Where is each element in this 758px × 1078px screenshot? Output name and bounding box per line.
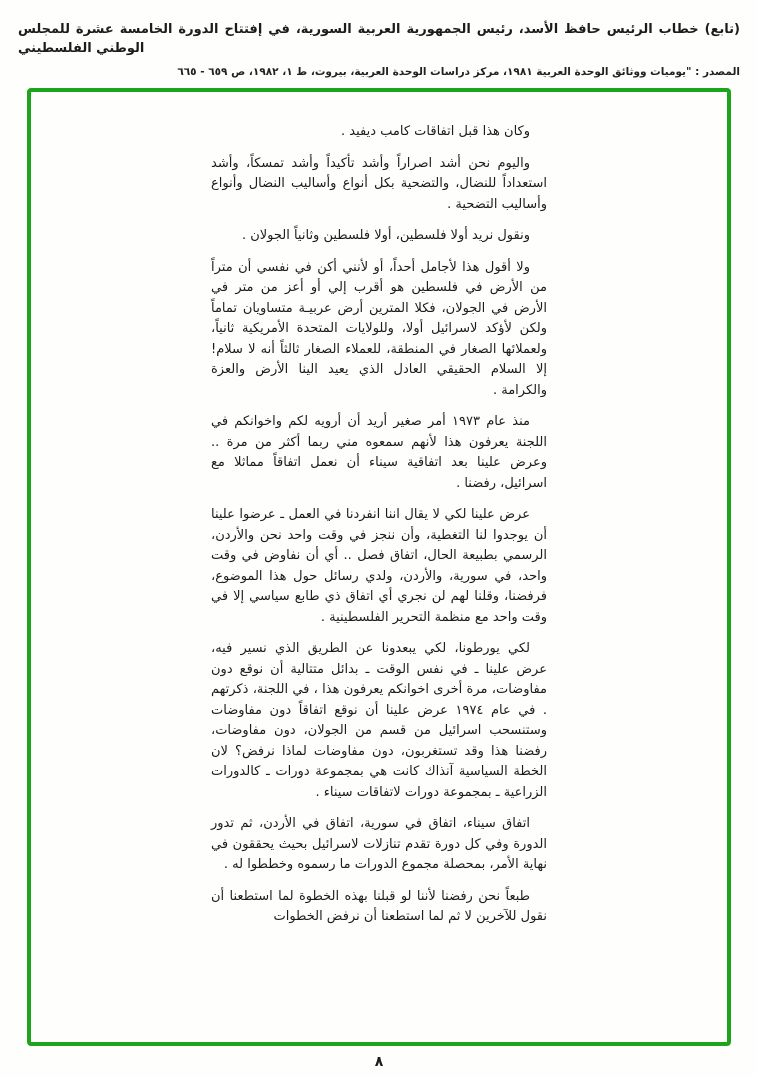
paragraph: وكان هذا قبل اتفاقات كامب ديفيد . [341, 124, 530, 139]
paragraph: طبعاً نحن رفضنا لأننا لو قبلنا بهذه الخطوة لما استطعنا أن نقول للآخرين لا ثم لما استطعنا أن نرفض الخطوات [211, 888, 547, 924]
page-number: ٨ [374, 1054, 384, 1070]
paragraph: منذ عام ١٩٧٣ أمر صغير أريد أن أرويه لكم واخوانكم في اللجنة يعرفون هذا لأنهم سمعوه مني ربما أكثر من مرة .. وعرض علينا بعد اتفاقية سيناء أن نعمل اتفاقاً مماثلا مع اسرائيل، رفضنا . [211, 414, 547, 491]
paragraph: ولا أقول هذا لأجامل أحداً، أو لأنني أكن في نفسي أن متراً من الأرض في فلسطين هو أقرب إلي أو أعز من متر في الأرض في الجولان، فكلا المترين أرض عربيـة متساويان تماماً ولكن لأؤكد لاسرائيل أولا، وللولايات المتحدة الأمريكية ثانياً، ولعملائها الصغار في المنطقة، للعملاء الصغار ثالثاً أنه لا سلام! إلا السلام الحقيقي العادل الذي يعيد الينا الأرض والعزة والكرامة . [211, 259, 547, 398]
paragraph: لكي يورطونا، لكي يبعدونا عن الطريق الذي نسير فيه، عرض علينا ـ في نفس الوقت ـ بدائل متتالية أن نوقع دون مفاوضات، مرة أخرى اخوانكم يعرفون هذا ، في اللجنة، ذكرتهم . في عام ١٩٧٤ عرض علينا أن نوقع اتفاقاً دون مفاوضات وستنسحب اسرائيل من قسم من الجولان، دون مفاوضات، رفضنا هذا وقد تستغربون، دون مفاوضات لماذا نرفض؟ لان الخطة السياسية آنذاك كانت هي بمجموعة دورات ـ كالدورات الزراعية ـ بمجموعة دورات لاتفاقات سيناء . [211, 641, 547, 800]
paragraph: واليوم نحن أشد اصراراً وأشد تأكيداً وأشد تمسكاً، وأشد استعداداً للنضال، والتضحية بكل أنواع وأساليب النضال وأنواع وأساليب التضحية . [211, 155, 547, 212]
content-frame [27, 88, 731, 1046]
body-text [211, 122, 547, 928]
document-header [0, 0, 758, 79]
paragraph: اتفاق سيناء، اتفاق في سورية، اتفاق في الأردن، ثم تدور الدورة وفي كل دورة تقدم تنازلات لاسرائيل بحيث يحققون في نهاية الأمر، بمحصلة مجموع الدورات ما رسموه وخططوا له . [211, 816, 547, 872]
document-title: (تابع) خطاب الرئيس حافظ الأسد، رئيس الجمهورية العربية السورية، في إفتتاح الدورة الخامسة عشرة للمجلس الوطني الفلسطيني [18, 22, 740, 56]
source-line: المصدر : "يوميات ووثائق الوحدة العربية ١٩٨١، مركز دراسات الوحدة العربية، بيروت، ط ١، ١٩٨٢، ص ٦٥٩ - ٦٦٥ [177, 66, 740, 78]
paragraph: ونقول نريد أولا فلسطين، أولا فلسطين وثانياً الجولان . [241, 228, 530, 243]
paragraph: عرض علينا لكي لا يقال اننا انفردنا في العمل ـ عرضوا علينا أن يوجدوا لنا التغطية، وأن ننجز في وقت واحد نحن والأردن، الرسمي بطبيعة الحال، اتفاق فصل .. أي أن نفاوض في وقت واحد، في سورية، والأردن، ولدي رسائل حول هذا الموضوع، فرفضنا، وقلنا لهم لن نجري أي اتفاق ذي طابع سياسي إلا في وقت واحد مع منظمة التحرير الفلسطينية . [211, 507, 547, 625]
